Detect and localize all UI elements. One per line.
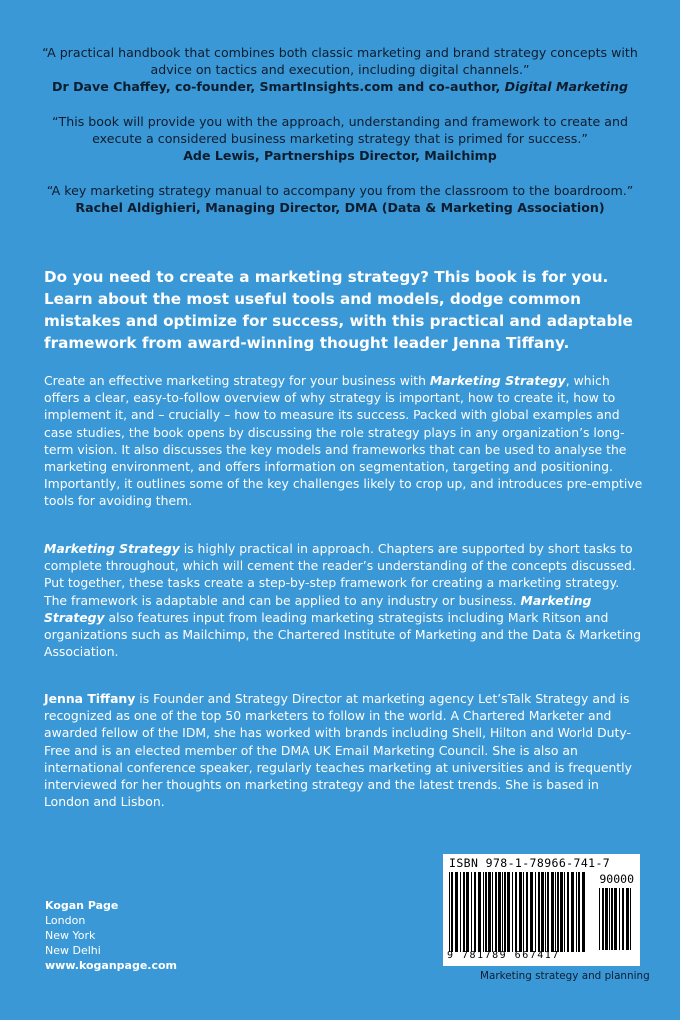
quote-text: “A key marketing strategy manual to accompany you from the classroom to the boardroom.” (46, 183, 634, 198)
endorsement-3 (40, 182, 640, 216)
publisher-city: New York (45, 929, 96, 942)
quote-text: “A practical handbook that combines both classic marketing and brand strategy concepts with advice on tactics and execution, including digital channels.” (42, 45, 638, 77)
publisher-name: Kogan Page (45, 899, 119, 912)
publisher-city: New Delhi (45, 944, 101, 957)
quote-attribution: Ade Lewis, Partnerships Director, Mailchimp (183, 148, 497, 163)
para1-text-a: Create an effective marketing strategy for your business with (44, 373, 430, 388)
publisher-website: www.koganpage.com (45, 959, 178, 972)
para2-text-a: is highly practical in approach. Chapters are supported by short tasks to complete throughout, which will cement the reader’s understanding of the concepts discussed. Put together, these tasks create a step-by-step framework for creating a marketing strategy. The framework is adaptable and can be applied to any industry or business. (44, 541, 636, 608)
book-title: Marketing Strategy (44, 592, 592, 625)
author-name: Jenna Tiffany (44, 691, 136, 706)
publisher-city: London (45, 914, 86, 927)
endorsements (40, 44, 640, 234)
quote-attribution: Rachel Aldighieri, Managing Director, DMA (Data & Marketing Association) (75, 200, 605, 215)
endorsement-2 (40, 113, 640, 164)
quote-text: “This book will provide you with the approach, understanding and framework to create and execute a considered business marketing strategy that is primed for success.” (52, 114, 628, 146)
price-code: 90000 (599, 872, 634, 886)
book-title: Marketing Strategy (44, 541, 180, 556)
subject-category: Marketing strategy and planning (480, 970, 650, 982)
para1-text-b: , which offers a clear, easy-to-follow overview of why strategy is important, how to create it, how to implement it, and – crucially – how to measure its success. Packed with global examples and case studies, the book opens by discussing the role strategy plays in any organization’s long-term vision. It also discusses the key models and frameworks that can be used to analyse the marketing environment, and offers information on segmentation, targeting and positioning. Importantly, it outlines some of the key challenges likely to crop up, and introduces pre-emptive tools for avoiding them. (44, 373, 643, 509)
barcode-bars-icon (449, 872, 589, 952)
description-paragraph-1 (44, 372, 644, 510)
publisher-block (45, 898, 177, 973)
quote-attribution (40, 78, 640, 95)
isbn-text: ISBN 978-1-78966-741-7 (449, 856, 611, 870)
para2-text-b: also features input from leading marketing strategists including Mark Ritson and organizations such as Mailchimp, the Chartered Institute of Marketing and the Data & Marketing Association. (44, 609, 641, 660)
blurb-headline: Do you need to create a marketing strategy? This book is for you. Learn about the most useful tools and models, dodge common mistakes and optimize for success, with this practical and adaptable framework from award-winning thought leader Jenna Tiffany. (44, 268, 633, 352)
attribution-book-title: Digital Marketing (504, 79, 628, 94)
endorsement-1 (40, 44, 640, 95)
book-title: Marketing Strategy (429, 373, 566, 388)
description-paragraph-2 (44, 540, 644, 660)
price-barcode-bars-icon (599, 888, 635, 950)
isbn-barcode (443, 854, 640, 966)
ean-digits: 9 781789 667417 (447, 950, 560, 961)
attribution-name: Dr Dave Chaffey, co-founder, SmartInsights.com and co-author, (52, 79, 505, 94)
author-bio-text: is Founder and Strategy Director at marketing agency Let’sTalk Strategy and is recognized as one of the top 50 marketers to follow in the world. A Chartered Marketer and awarded fellow of the IDM, she has worked with brands including Shell, Hilton and World Duty-Free and is an elected member of the DMA UK Email Marketing Council. She is also an international conference speaker, regularly teaches marketing at universities and is frequently interviewed for her thoughts on marketing strategy and the latest trends. She is based in London and Lisbon. (44, 691, 632, 810)
author-bio (44, 690, 644, 810)
